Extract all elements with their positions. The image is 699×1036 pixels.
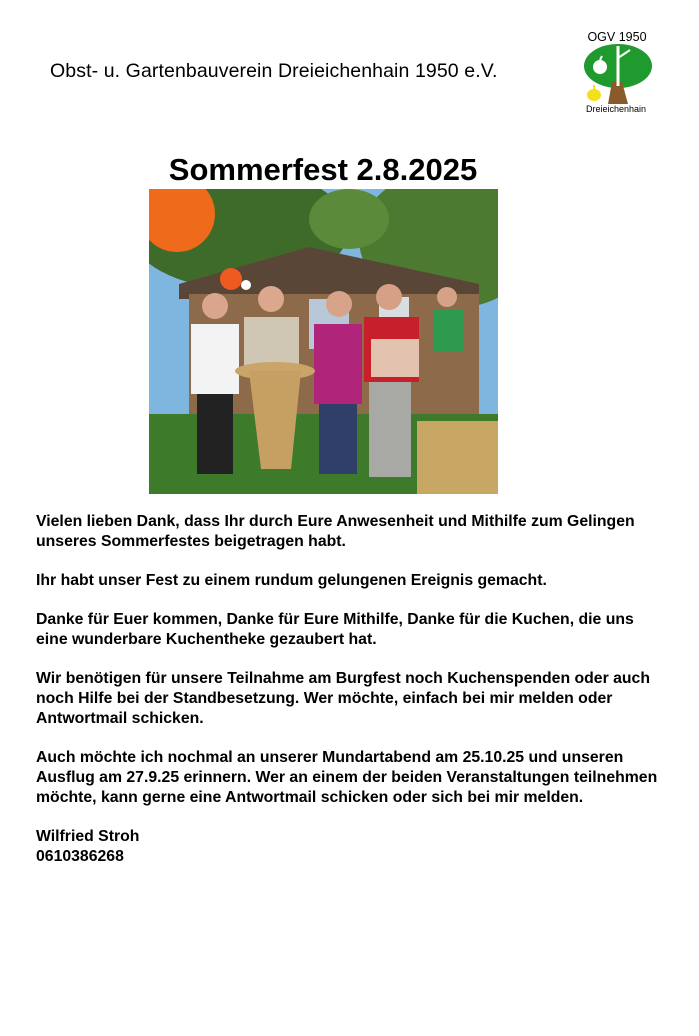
paragraph-event: Ihr habt unser Fest zu einem rundum gelungenen Ereignis gemacht. [36, 572, 547, 589]
signature-phone: 0610386268 [36, 848, 124, 865]
logo-town-text: Dreieichenhain [585, 104, 647, 114]
club-logo [578, 30, 654, 116]
paragraph-burgfest: Wir benötigen für unsere Teilnahme am Burgfest noch Kuchenspenden oder auch noch Hilfe bei der Standbesetzung. Wer möchte, einfach bei mir melden oder Antwortmail schicken. [36, 670, 650, 727]
paragraph-reminder: Auch möchte ich nochmal an unserer Mundartabend am 25.10.25 und unseren Ausflug am 27.9.25 erinnern. Wer an einem der beiden Veranstaltungen teilnehmen möchte, kann gerne eine Antwortmail schicken oder sich bei mir melden. [36, 749, 658, 806]
paragraph-thanks: Vielen lieben Dank, dass Ihr durch Eure Anwesenheit und Mithilfe zum Gelingen unseres Sommerfestes beigetragen habt. [36, 513, 635, 550]
tree-apple-logo-icon [578, 42, 654, 106]
paragraph-danke: Danke für Euer kommen, Danke für Eure Mithilfe, Danke für die Kuchen, die uns eine wunderbare Kuchentheke gezaubert hat. [36, 611, 634, 648]
signature-name: Wilfried Stroh [36, 828, 140, 845]
page-title: Sommerfest 2.8.2025 [168, 152, 478, 187]
logo-year-text: OGV 1950 [587, 30, 647, 44]
group-photo [149, 189, 498, 494]
letter-body [36, 512, 666, 867]
org-header-title: Obst- u. Gartenbauverein Dreieichenhain 1950 e.V. [50, 60, 498, 82]
